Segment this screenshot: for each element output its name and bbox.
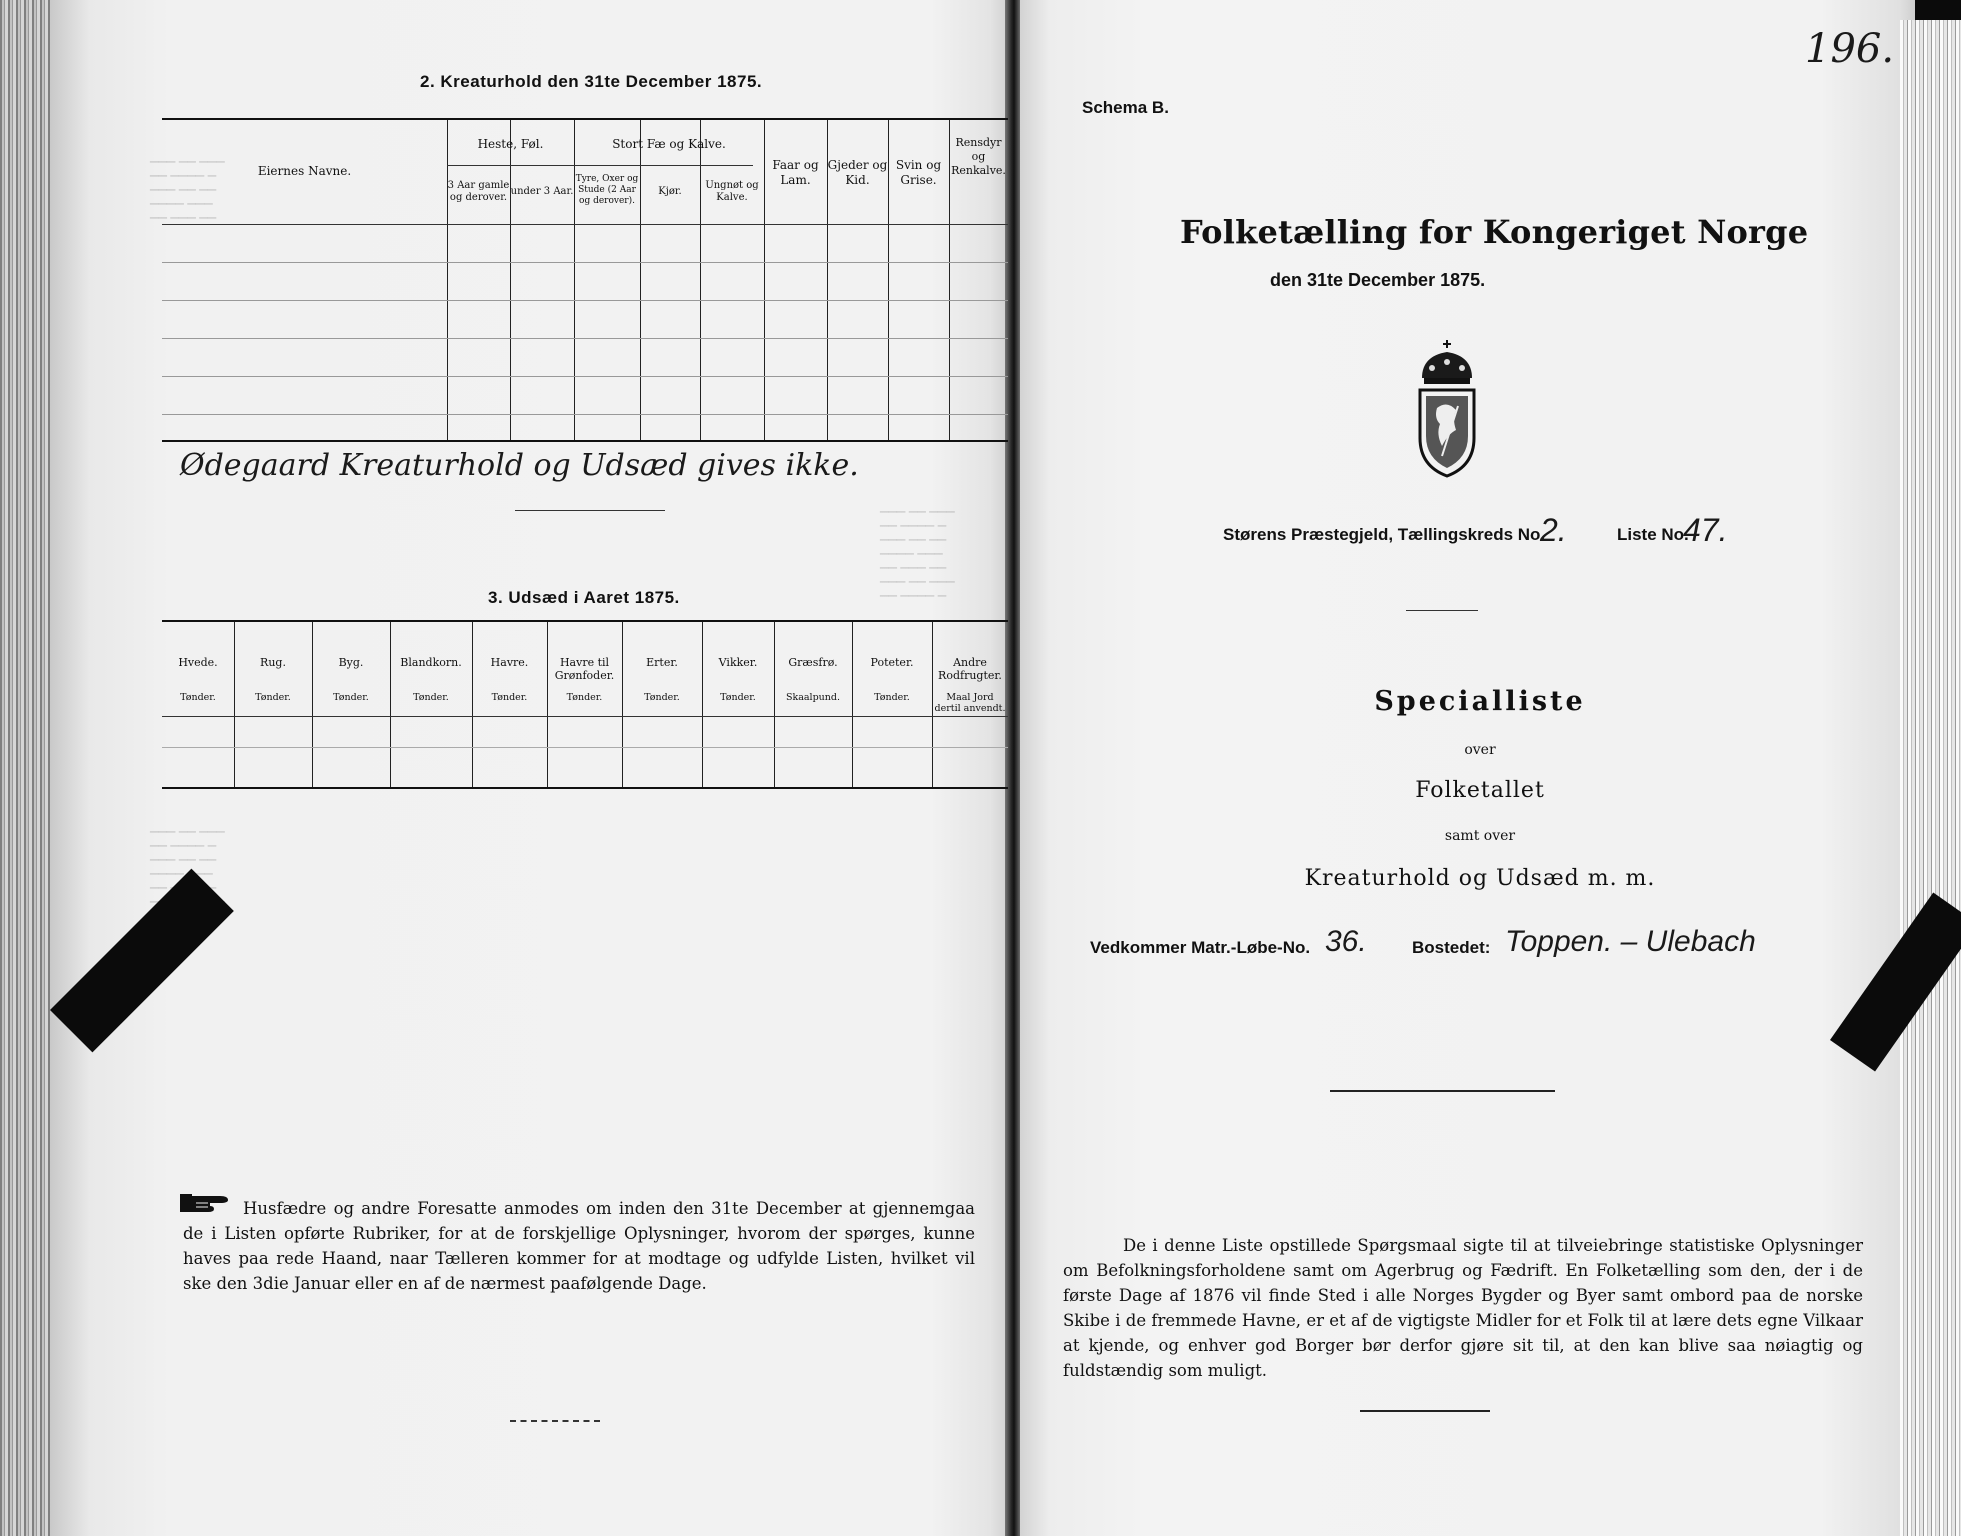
coat-of-arms-icon [1412, 338, 1482, 478]
sowing-col-name: Hvede. [178, 656, 218, 669]
bottom-rule-right [1360, 1410, 1490, 1412]
district-number: 2. [1540, 512, 1567, 548]
sowing-col-unit: Tønder. [874, 692, 910, 703]
pigs-header: Svin og Grise. [895, 158, 942, 187]
kreaturhold-text: Kreaturhold og Udsæd m. m. [1304, 866, 1656, 891]
sowing-col-name: Blandkorn. [400, 656, 462, 669]
sowing-col-unit: Tønder. [566, 692, 603, 703]
bosted-label: Bostedet: [1412, 938, 1491, 957]
sowing-col-name: Vikker. [718, 656, 758, 669]
horses-header: Heste, Føl. [477, 137, 544, 151]
page-number: 196. [1805, 26, 1895, 72]
bottom-rule-left [510, 1420, 600, 1422]
sowing-col-name: Havre til Grønfoder. [554, 656, 615, 682]
sowing-col-name: Andre Rodfrugter. [938, 656, 1002, 682]
horses-young-header: under 3 Aar. [510, 186, 574, 197]
sowing-col-unit: Tønder. [720, 692, 756, 703]
right-page-edges [1900, 20, 1961, 1536]
sowing-col-unit: Tønder. [644, 692, 680, 703]
bulls-oxen-header: Tyre, Oxer og Stude (2 Aar og derover). [575, 174, 639, 206]
cattle-header: Stort Fæ og Kalve. [612, 137, 726, 151]
sowing-col-unit: Tønder. [413, 692, 449, 703]
sowing-col-name: Poteter. [870, 656, 914, 669]
bosted-value: Toppen. – Ulebach [1505, 925, 1756, 958]
sowing-col-unit: Maal Jord dertil anvendt. [934, 692, 1006, 714]
sowing-col-unit: Tønder. [491, 692, 528, 703]
handwritten-note: Ødegaard Kreaturhold og Udsæd gives ikke. [180, 448, 859, 483]
divider-rule [1330, 1090, 1555, 1092]
cows-header: Kjør. [658, 186, 682, 197]
sowing-table [162, 620, 1008, 789]
schema-label: Schema B. [1082, 98, 1169, 117]
sowing-col-unit: Skaalpund. [785, 692, 841, 703]
section2-title: 2. Kreaturhold den 31te December 1875. [420, 72, 763, 91]
census-title: Folketælling for Kongeriget Norge [1180, 213, 1809, 251]
short-rule-right [1406, 610, 1478, 611]
over-text: over [1464, 742, 1496, 758]
folketallet-text: Folketallet [1415, 778, 1545, 803]
sowing-col-unit: Tønder. [333, 692, 369, 703]
goats-header: Gjeder og Kid. [827, 158, 888, 187]
sowing-col-name: Rug. [260, 656, 286, 669]
reindeer-header: Rensdyr og Renkalve. [951, 136, 1006, 177]
sowing-col-unit: Tønder. [180, 692, 216, 703]
samt-over-text: samt over [1444, 828, 1516, 844]
parish-label: Størens Præstegjeld, Tællingskreds No. [1223, 525, 1546, 544]
young-cattle-header: Ungnøt og Kalve. [705, 180, 759, 203]
notice-paragraph: Husfædre og andre Foresatte anmodes om inden den 31te December at gjennemgaa de i Listen opførte Rubriker, for at de forskjellige Oplysninger, hvorom der spørges, kunne haves paa rede Haand, naar Tælleren kommer for at modtage og udfylde Listen, hvilket vil ske den 3die Januar eller en af de nærmest paafølgende Dage. [183, 1199, 975, 1293]
intro-paragraph: De i denne Liste opstillede Spørgsmaal sigte til at tilveiebringe statistiske Oplysninger om Befolkningsforholdene samt om Agerbrug og Fædrift. En Folketælling som den, der i de første Dage af 1876 vil finde Sted i alle Norges Bygder og Byer samt ombord paa de norske Skibe i de fremmede Havne, er et af de vigtigste Midler for et Folk til at lære dets egne Vilkaar at kjende, og enhver god Borger bør derfor gjøre sit til, at den kan blive saa nøiagtig og fuldstændig som muligt. [1063, 1236, 1863, 1380]
sowing-col-name: Erter. [646, 656, 678, 669]
horses-old-header: 3 Aar gamle og derover. [447, 180, 510, 203]
sowing-col-unit: Tønder. [255, 692, 291, 703]
list-number: 47. [1683, 512, 1728, 548]
sowing-col-name: Byg. [338, 656, 364, 669]
list-label: Liste No. [1617, 525, 1689, 544]
owner-names-header: Eiernes Navne. [257, 164, 352, 178]
census-date: den 31te December 1875. [1270, 270, 1486, 290]
livestock-table [162, 118, 1008, 442]
short-rule [515, 510, 665, 511]
matr-label: Vedkommer Matr.-Løbe-No. [1090, 938, 1311, 957]
section3-title: 3. Udsæd i Aaret 1875. [488, 588, 680, 607]
sowing-col-name: Græsfrø. [788, 656, 838, 669]
sheep-header: Faar og Lam. [772, 158, 819, 187]
matr-number: 36. [1325, 925, 1367, 958]
specialliste-heading: Specialliste [1374, 686, 1586, 717]
sowing-col-name: Havre. [490, 656, 529, 669]
